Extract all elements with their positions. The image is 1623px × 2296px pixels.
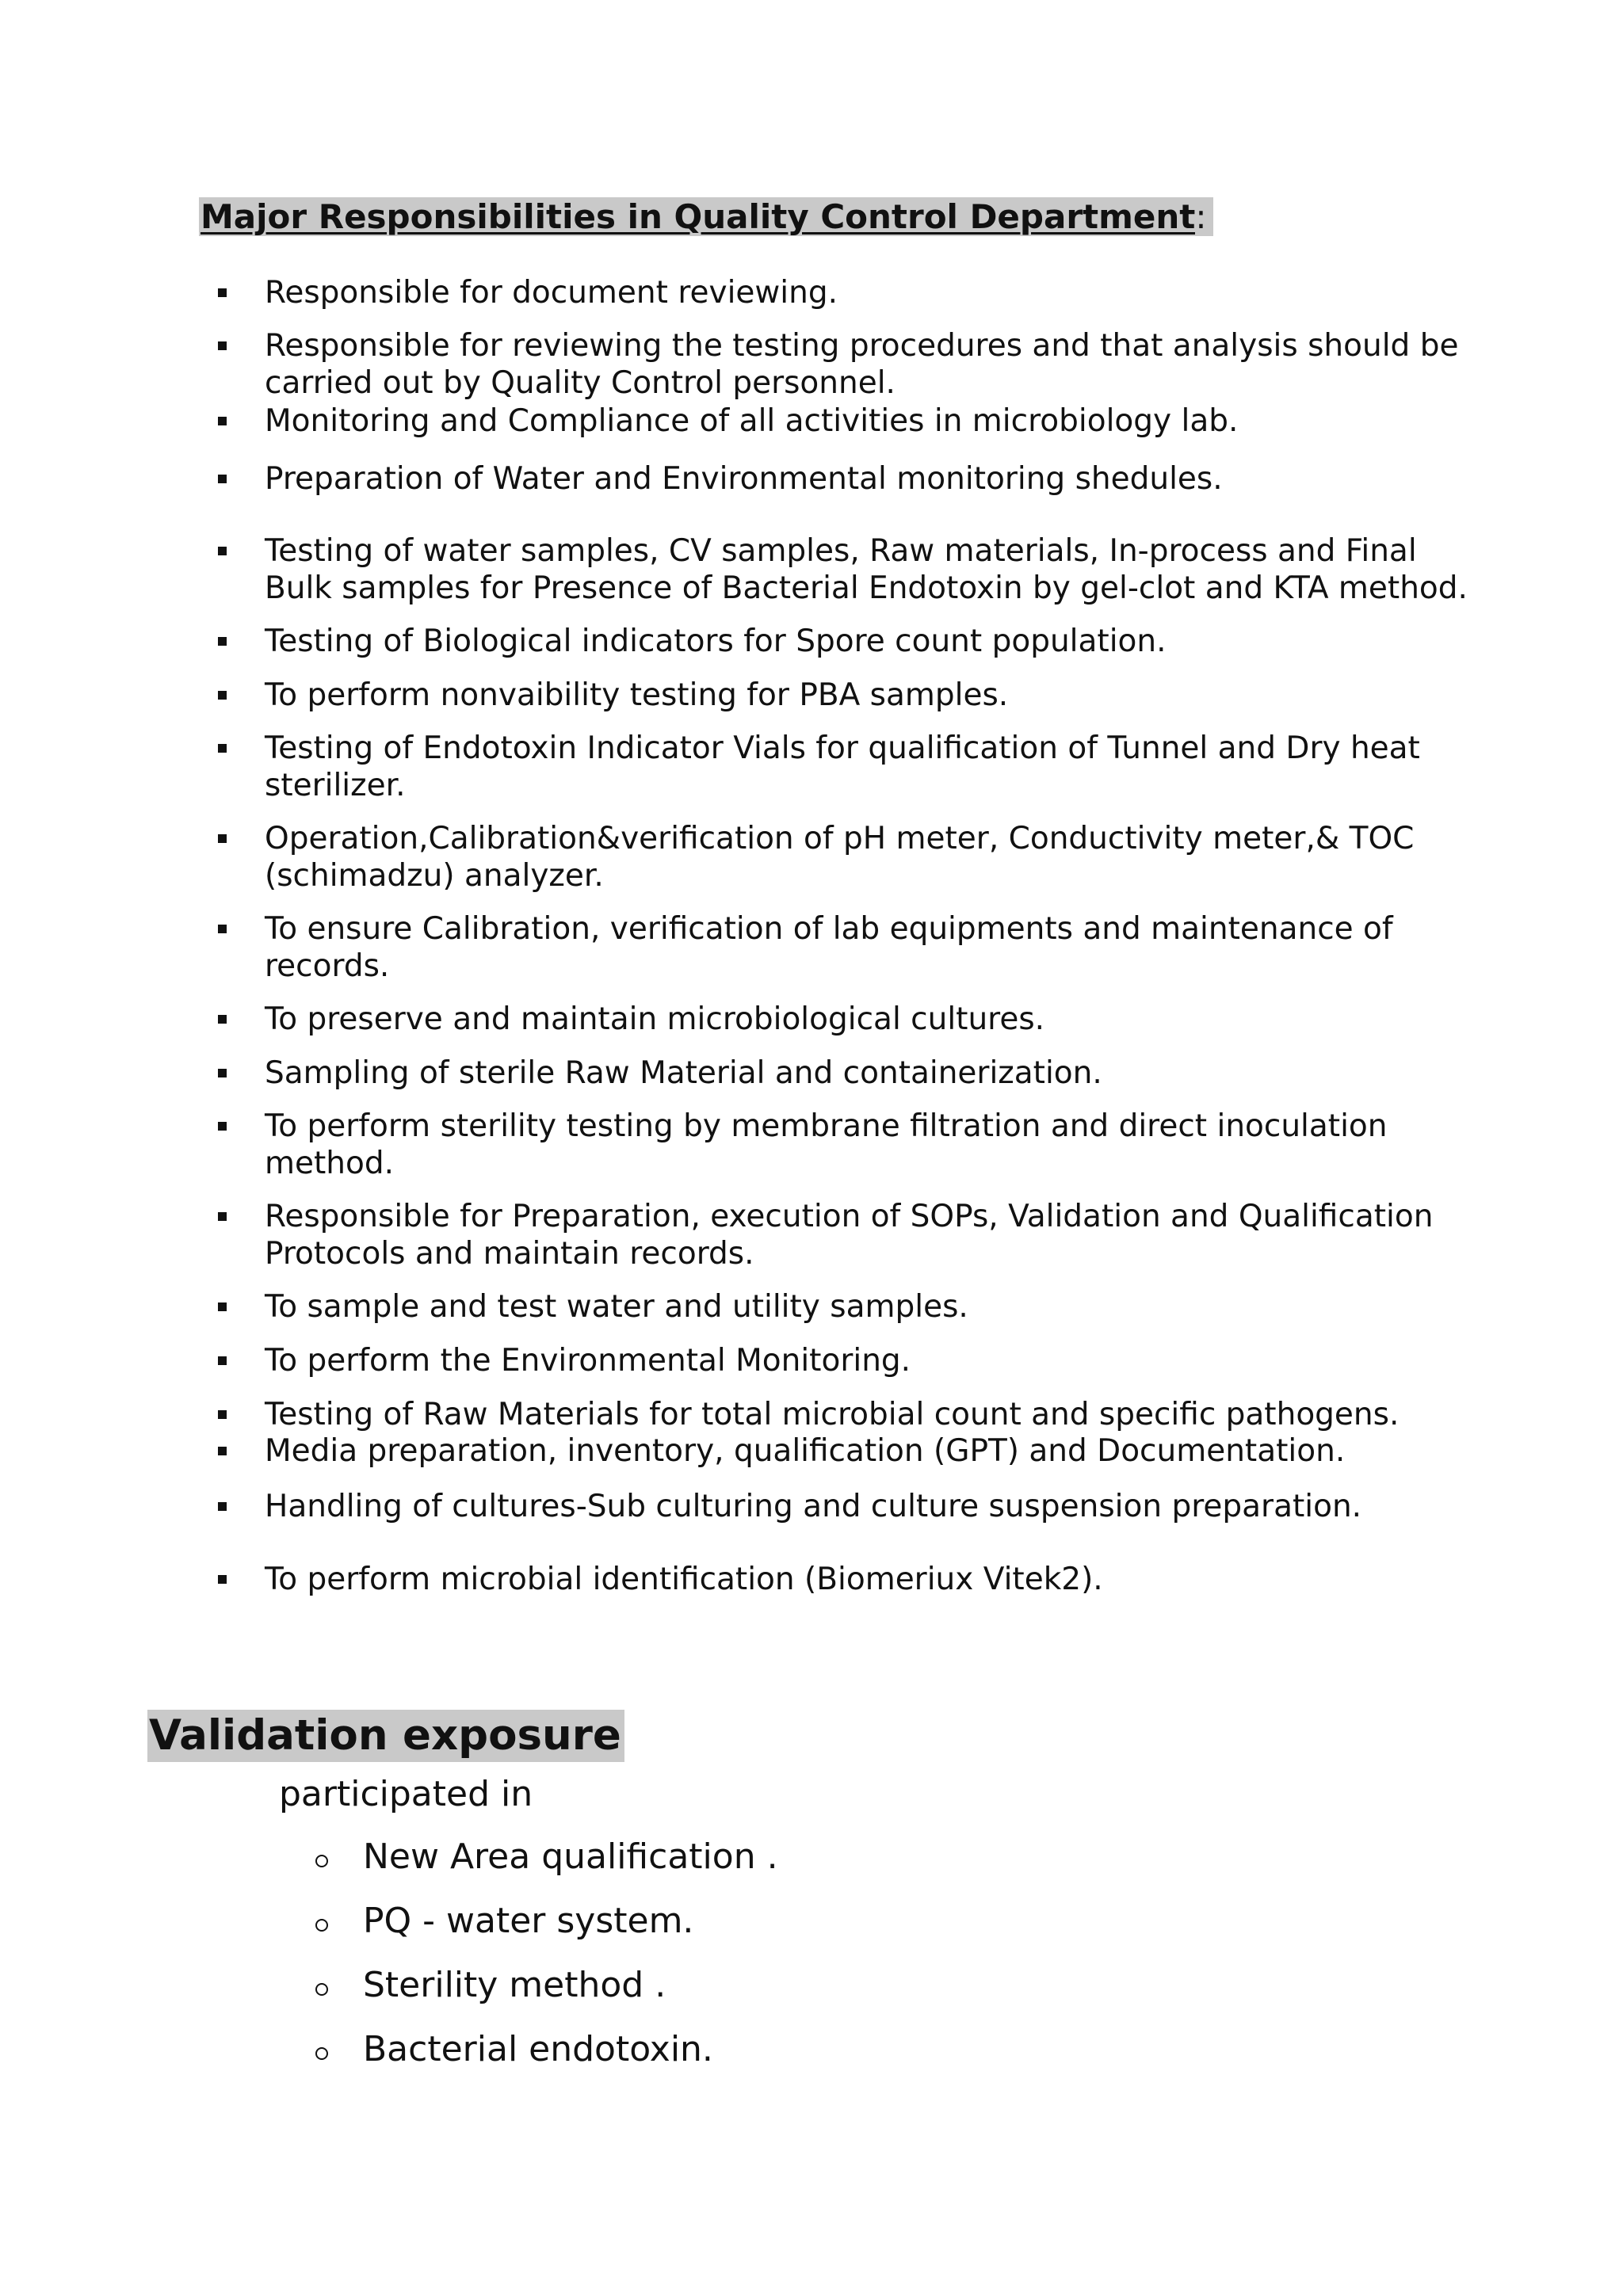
square-bullet-icon bbox=[218, 417, 227, 425]
square-bullet-icon bbox=[218, 925, 227, 933]
responsibility-line: Handling of cultures-Sub culturing and culture suspension preparation. bbox=[265, 1489, 1362, 1524]
square-bullet-icon bbox=[218, 547, 227, 555]
responsibility-line: carried out by Quality Control personnel. bbox=[265, 365, 896, 401]
square-bullet-icon bbox=[218, 1356, 227, 1365]
responsibility-line: records. bbox=[265, 948, 390, 984]
responsibility-text bbox=[265, 1001, 1501, 1038]
responsibility-line: Testing of water samples, CV samples, Raw materials, In-process and Final bbox=[265, 533, 1417, 569]
responsibilities-heading-colon: : bbox=[1195, 197, 1212, 236]
validation-intro: participated in bbox=[279, 1774, 533, 1814]
responsibility-text bbox=[265, 910, 1501, 985]
square-bullet-icon bbox=[218, 341, 227, 350]
responsibility-text bbox=[265, 1108, 1501, 1182]
validation-item-text: Sterility method . bbox=[363, 1965, 666, 2005]
responsibility-line: Monitoring and Compliance of all activities in microbiology lab. bbox=[265, 403, 1239, 439]
validation-item-text: New Area qualification . bbox=[363, 1836, 778, 1877]
validation-heading: Validation exposure bbox=[147, 1710, 624, 1762]
square-bullet-icon bbox=[218, 691, 227, 700]
circle-bullet-icon bbox=[315, 2047, 328, 2060]
responsibility-line: sterilizer. bbox=[265, 768, 406, 803]
responsibility-text bbox=[265, 730, 1501, 804]
responsibility-line: (schimadzu) analyzer. bbox=[265, 858, 604, 894]
responsibility-line: To perform sterility testing by membrane filtration and direct inoculation bbox=[265, 1108, 1388, 1144]
responsibilities-heading bbox=[199, 195, 1213, 239]
square-bullet-icon bbox=[218, 744, 227, 753]
responsibility-line: Sampling of sterile Raw Material and containerization. bbox=[265, 1055, 1102, 1091]
responsibility-line: Responsible for Preparation, execution of SOPs, Validation and Qualification bbox=[265, 1199, 1434, 1234]
square-bullet-icon bbox=[218, 834, 227, 843]
responsibility-text bbox=[265, 820, 1501, 894]
responsibility-text bbox=[265, 327, 1501, 402]
responsibility-text bbox=[265, 623, 1501, 660]
responsibility-line: To perform nonvaibility testing for PBA samples. bbox=[265, 677, 1009, 713]
responsibility-line: To sample and test water and utility samples. bbox=[265, 1289, 968, 1325]
responsibility-line: Protocols and maintain records. bbox=[265, 1236, 754, 1272]
responsibility-text bbox=[265, 1432, 1501, 1470]
square-bullet-icon bbox=[218, 475, 227, 483]
square-bullet-icon bbox=[218, 1069, 227, 1077]
square-bullet-icon bbox=[218, 1015, 227, 1024]
square-bullet-icon bbox=[218, 637, 227, 646]
circle-bullet-icon bbox=[315, 1919, 328, 1932]
responsibility-text bbox=[265, 1198, 1501, 1272]
square-bullet-icon bbox=[218, 1410, 227, 1419]
responsibility-text bbox=[265, 1055, 1501, 1092]
square-bullet-icon bbox=[218, 1575, 227, 1584]
responsibility-line: Responsible for reviewing the testing procedures and that analysis should be bbox=[265, 328, 1459, 364]
square-bullet-icon bbox=[218, 1212, 227, 1221]
responsibility-line: Testing of Biological indicators for Spore count population. bbox=[265, 624, 1167, 659]
responsibility-line: Testing of Raw Materials for total microbial count and specific pathogens. bbox=[265, 1397, 1400, 1432]
validation-item-text: PQ - water system. bbox=[363, 1901, 694, 1941]
square-bullet-icon bbox=[218, 1302, 227, 1311]
responsibility-line: To preserve and maintain microbiological cultures. bbox=[265, 1001, 1045, 1037]
circle-bullet-icon bbox=[315, 1983, 328, 1996]
responsibility-text bbox=[265, 1396, 1501, 1433]
circle-bullet-icon bbox=[315, 1855, 328, 1867]
responsibility-text bbox=[265, 460, 1501, 498]
validation-item-text: Bacterial endotoxin. bbox=[363, 2029, 713, 2069]
square-bullet-icon bbox=[218, 1447, 227, 1455]
responsibility-text bbox=[265, 1561, 1501, 1598]
responsibility-text bbox=[265, 402, 1501, 440]
responsibility-text bbox=[265, 1288, 1501, 1325]
responsibility-line: method. bbox=[265, 1146, 395, 1181]
square-bullet-icon bbox=[218, 1502, 227, 1511]
responsibility-text bbox=[265, 1488, 1501, 1525]
square-bullet-icon bbox=[218, 1122, 227, 1131]
responsibility-text bbox=[265, 677, 1501, 714]
responsibility-line: Testing of Endotoxin Indicator Vials for qualification of Tunnel and Dry heat bbox=[265, 730, 1420, 766]
responsibilities-heading-text: Major Responsibilities in Quality Control Department bbox=[200, 197, 1196, 236]
responsibility-line: Media preparation, inventory, qualification (GPT) and Documentation. bbox=[265, 1433, 1346, 1469]
responsibility-line: Responsible for document reviewing. bbox=[265, 275, 838, 311]
responsibility-line: Preparation of Water and Environmental monitoring shedules. bbox=[265, 461, 1223, 497]
responsibility-line: To perform the Environmental Monitoring. bbox=[265, 1343, 911, 1379]
square-bullet-icon bbox=[218, 288, 227, 297]
responsibility-line: Operation,Calibration&verification of pH meter, Conductivity meter,& TOC bbox=[265, 821, 1415, 856]
responsibility-text bbox=[265, 532, 1501, 607]
responsibility-text bbox=[265, 1342, 1501, 1379]
responsibility-line: To ensure Calibration, verification of lab equipments and maintenance of bbox=[265, 911, 1393, 947]
responsibility-text bbox=[265, 274, 1501, 311]
responsibility-line: Bulk samples for Presence of Bacterial Endotoxin by gel-clot and KTA method. bbox=[265, 570, 1468, 606]
responsibility-line: To perform microbial identification (Biomeriux Vitek2). bbox=[265, 1562, 1103, 1597]
